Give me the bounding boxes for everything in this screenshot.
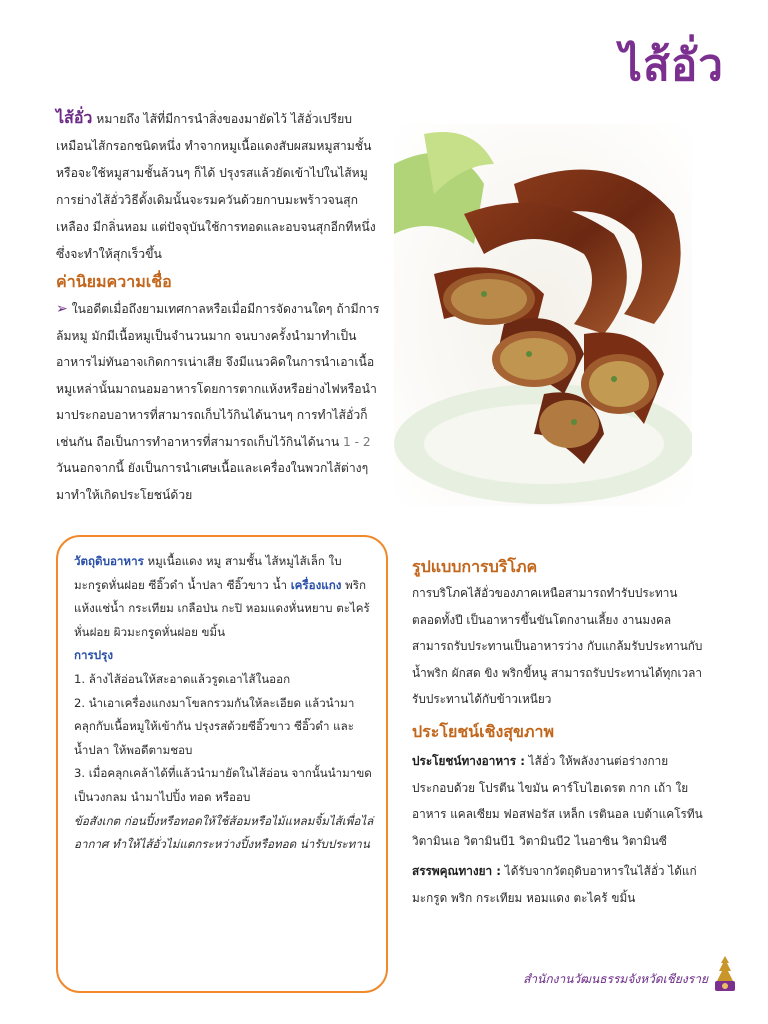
nutrition-label: ประโยชน์ทางอาหาร : xyxy=(412,754,525,768)
curry-paste-label: เครื่องแกง xyxy=(290,577,342,592)
method-step-3: 3. เมื่อคลุกเคล้าได้ที่แล้วนำมายัดในไส้อ่อน จากนั้นนำมาขดเป็นวงกลม นำมาไปปิ้ง ทอด หรืออบ xyxy=(74,766,372,804)
sausage-illustration xyxy=(394,124,692,506)
seal-icon xyxy=(712,955,738,993)
ingredients-text-2: พริกแห้งแช่น้ำ กระเทียม เกลือป่น กะปิ หอมแดงหั่นหยาบ ตะไคร้หั่นฝอย ผิวมะกรูดหั่นฝอย ขมิ้น xyxy=(74,577,370,639)
nutrition-paragraph xyxy=(412,748,704,854)
health-section xyxy=(412,748,704,915)
method-step-1: 1. ล้างไส้อ่อนให้สะอาดแล้วรูดเอาไส้ในออก xyxy=(74,671,291,686)
intro-lead-term: ไส้อั่ว xyxy=(56,108,93,127)
medicine-paragraph xyxy=(412,858,704,911)
serving-heading: รูปแบบการบริโภค xyxy=(412,557,538,576)
nutrition-text: ไส้อั่ว ให้พลังงานต่อร่างกาย ประกอบด้วย โปรตีน ไขมัน คาร์โบไฮเดรต กาก เถ้า ใยอาหาร แคลเซียม ฟอสฟอรัส เหล็ก เรตินอล เบต้าแคโรทีน วิตามินเอ วิตามินบี1 วิตามินบี2 ไนอาซิน วิตามินซี xyxy=(412,754,703,848)
page-title: ไส้อั่ว xyxy=(619,40,724,91)
method-note xyxy=(74,810,374,857)
belief-paragraph xyxy=(56,296,386,508)
belief-range: 1 - 2 xyxy=(343,434,371,449)
medicine-label: สรรพคุณทางยา : xyxy=(412,864,502,878)
belief-text-2: วันนอกจากนี้ ยังเป็นการนำเศษเนื้อและเครื่องในพวกไส้ต่างๆ มาทำให้เกิดประโยชน์ด้วย xyxy=(56,461,369,502)
health-heading: ประโยชน์เชิงสุขภาพ xyxy=(412,722,555,741)
footer-office-name: สำนักงานวัฒนธรรมจังหวัดเชียงราย xyxy=(523,972,708,986)
method-label: การปรุง xyxy=(74,648,114,663)
ingredients-text-1: หมูเนื้อแดง หมู สามชั้น ไส้หมูไส้เล็ก ใบมะกรูดหั่นฝอย ซีอิ๊วดำ น้ำปลา ซีอิ๊วขาว น้ำ xyxy=(74,554,342,592)
intro-text: หมายถึง ไส้ที่มีการนำสิ่งของมายัดไว้ ไส้อั่วเปรียบเหมือนไส้กรอกชนิดหนึ่ง ทำจากหมูเนื้อแดงสับผสมหมูสามชั้นหรือจะใช้หมูสามชั้นล้วนๆ ก็ได้ ปรุงรสแล้วยัดเข้าไปในไส้หมู การย่างไส้อั่ววิธีดั้งเดิมนั้นจะรมควันด้วยกาบมะพร้าวจนสุกเหลือง มีกลิ่นหอม แต่ปัจจุบันใช้การทอดและอบจนสุกอีกทีหนึ่ง ซึ่งจะทำให้สุกเร็วขึ้น xyxy=(56,112,376,261)
belief-heading: ค่านิยมความเชื่อ xyxy=(56,272,172,291)
ingredients-label: วัตถุดิบอาหาร xyxy=(74,554,144,568)
serving-paragraph: การบริโภคไส้อั่วของภาคเหนือสามารถทำรับประทานตลอดทั้งปี เป็นอาหารขึ้นขันโตกงานเลี้ยง งานมงคล สามารถรับประทานเป็นอาหารว่าง กับแกล้มรับประทานกับน้ำพริก ผักสด ขิง พริกขี้หนู สามารถรับประทานได้ทุกเวลา รับประทานได้กับข้าวเหนียว xyxy=(412,586,703,706)
belief-text-1: ในอดีตเมื่อถึงยามเทศกาลหรือเมื่อมีการจัดงานใดๆ ถ้ามีการล้มหมู มักมีเนื้อหมูเป็นจำนวนมาก จนบางครั้งนำมาทำเป็นอาหารไม่ทันอาจเกิดการเน่าเสีย จึงมีแนวคิดในการนำเอาเนื้อหมูเหล่านั้นมาถนอมอาหารโดยการตากแห้งหรือย่างไฟหรือนำมาประกอบอาหารที่สามารถเก็บไว้กินได้นานๆ การทำไส้อั่วก็เช่นกัน ถือเป็นการทำอาหารที่สามารถเก็บไว้กินได้นาน xyxy=(56,302,380,449)
intro-paragraph xyxy=(56,104,386,268)
method-step-2: 2. นำเอาเครื่องแกงมาโขลกรวมกันให้ละเอียด แล้วนำมาคลุกกับเนื้อหมูให้เข้ากัน ปรุงรสด้วยซีอิ๊วขาว ซีอิ๊วดำ และน้ำปลา ให้พอดีตามชอบ xyxy=(74,695,355,757)
ingredients-paragraph xyxy=(74,550,374,644)
note-label: ข้อสังเกต xyxy=(74,813,121,828)
arrow-bullet-icon: ➢ xyxy=(56,301,68,317)
recipe-box-content xyxy=(74,550,374,857)
note-text: ก่อนปิ้งหรือทอดให้ใช้ส้อมหรือไม้แหลมจิ้มไส้เพื่อไล่อากาศ ทำให้ไส้อั่วไม่แตกระหว่างปิ้งหรือทอด น่ารับประทาน xyxy=(74,813,374,852)
sai-ua-sausage-photo xyxy=(394,124,692,506)
office-seal-logo xyxy=(712,955,738,993)
medicine-text: ได้รับจากวัตถุดิบอาหารในไส้อั่ว ได้แก่ มะกรูด พริก กระเทียม หอมแดง ตะไคร้ ขมิ้น xyxy=(412,864,697,905)
